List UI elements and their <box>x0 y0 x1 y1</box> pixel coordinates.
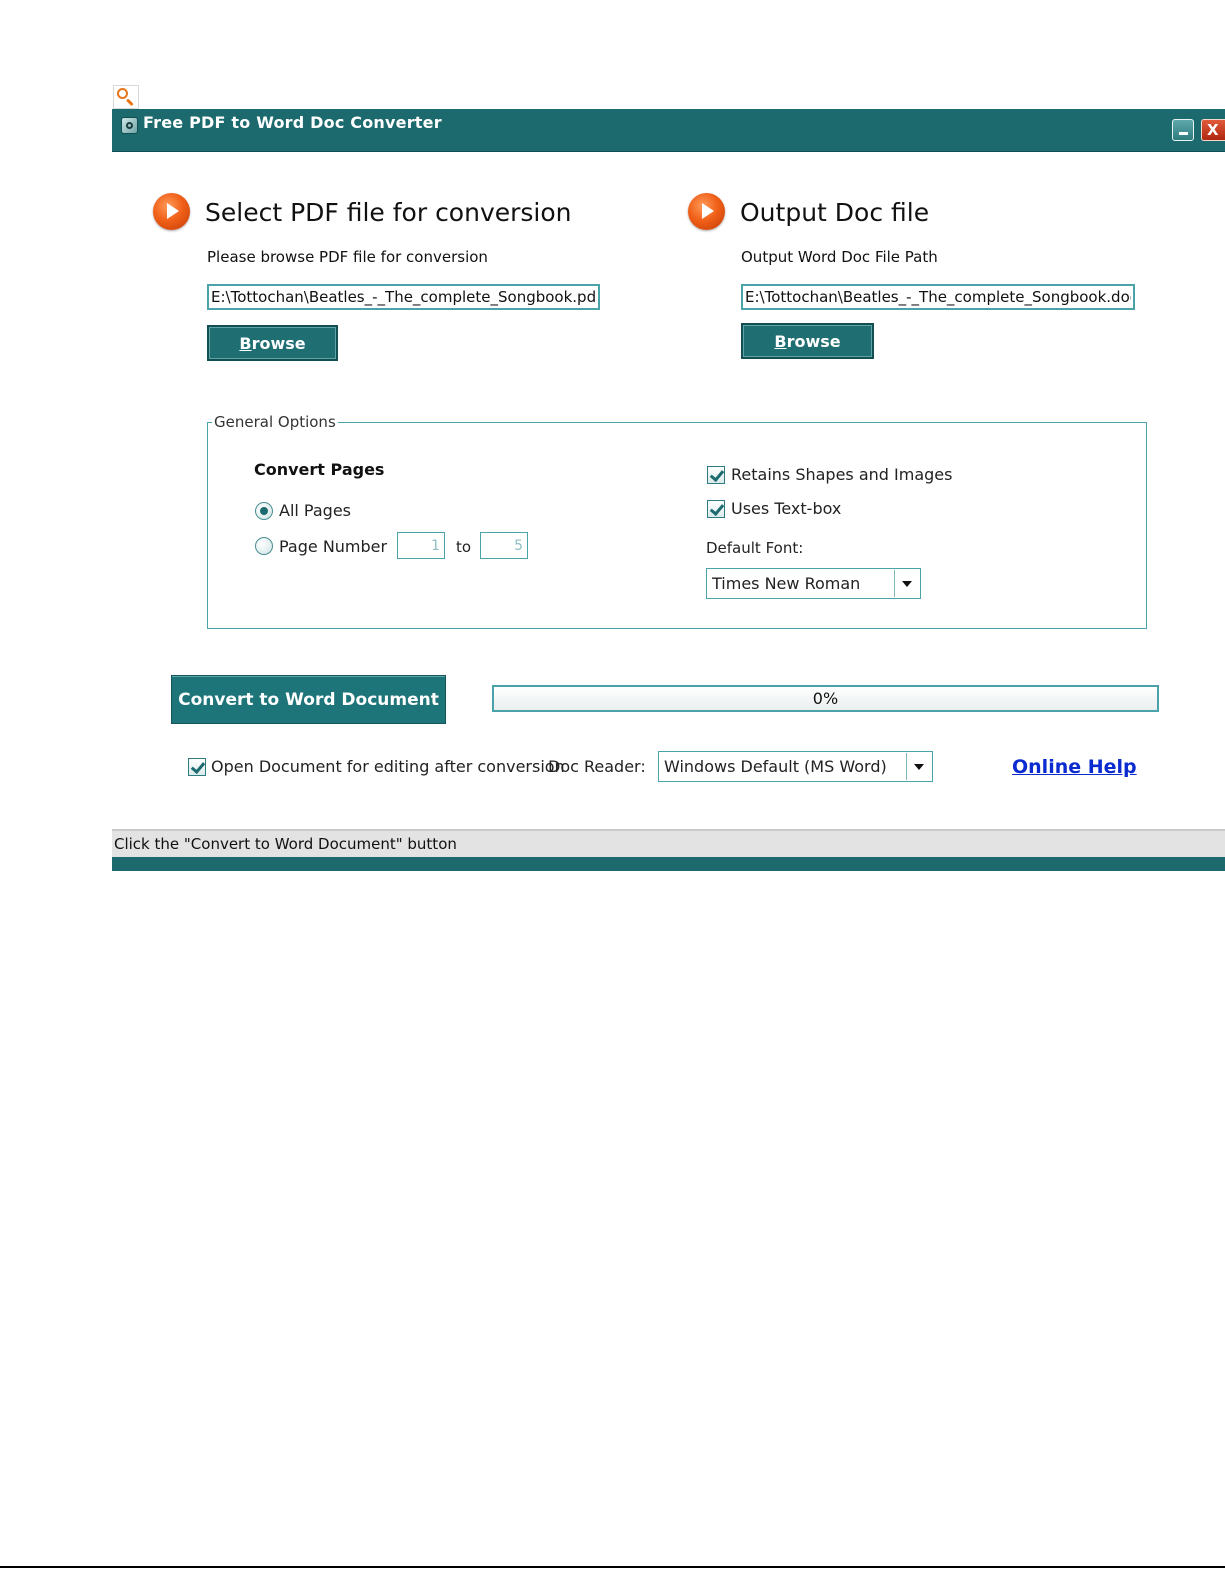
arrow-right-icon <box>688 193 725 230</box>
close-button[interactable]: X <box>1201 119 1225 141</box>
progress-text: 0% <box>812 689 839 708</box>
retain-shapes-checkbox[interactable] <box>707 466 725 484</box>
pdf-path-input[interactable] <box>207 284 600 310</box>
page-to-input[interactable] <box>480 532 528 559</box>
page-from-input[interactable] <box>397 532 445 559</box>
output-path-hint: Output Word Doc File Path <box>741 248 938 266</box>
default-font-value: Times New Roman <box>712 574 861 593</box>
page-number-radio[interactable] <box>255 537 273 555</box>
progress-bar <box>492 685 1159 712</box>
retain-shapes-label[interactable]: Retains Shapes and Images <box>731 465 953 484</box>
uses-textbox-checkbox[interactable] <box>707 500 725 518</box>
general-options-legend: General Options <box>214 413 336 431</box>
default-font-select[interactable] <box>706 568 921 599</box>
convert-pages-title: Convert Pages <box>254 460 385 479</box>
window-bottom-border <box>112 857 1225 871</box>
app-icon <box>121 117 138 134</box>
convert-to-word-button[interactable]: Convert to Word Document <box>171 675 446 724</box>
browse-doc-accel: B <box>774 331 787 351</box>
convert-button-wrap <box>171 675 446 724</box>
online-help-link[interactable]: Online Help <box>1012 756 1137 778</box>
open-after-label[interactable]: Open Document for editing after conversion <box>211 757 565 776</box>
page-number-label[interactable]: Page Number <box>279 537 388 556</box>
page-divider <box>0 1566 1225 1568</box>
input-path-hint: Please browse PDF file for conversion <box>207 248 488 266</box>
minimize-button[interactable] <box>1172 119 1194 141</box>
open-after-checkbox[interactable] <box>188 758 206 776</box>
doc-path-input[interactable] <box>741 284 1135 310</box>
zoom-icon[interactable] <box>113 85 139 109</box>
status-text: Click the "Convert to Word Document" button <box>114 835 457 853</box>
all-pages-radio[interactable] <box>255 502 273 520</box>
all-pages-label[interactable]: All Pages <box>279 501 351 520</box>
doc-reader-value: Windows Default (MS Word) <box>664 757 887 776</box>
browse-pdf-accel: B <box>239 333 252 353</box>
doc-reader-select[interactable] <box>658 751 933 782</box>
browse-doc-button[interactable] <box>741 323 874 359</box>
output-section-title: Output Doc file <box>740 198 930 227</box>
status-bar <box>112 829 1225 857</box>
browse-pdf-button[interactable] <box>207 325 338 361</box>
uses-textbox-label[interactable]: Uses Text-box <box>731 499 842 518</box>
default-font-label: Default Font: <box>706 539 804 557</box>
window-title: Free PDF to Word Doc Converter <box>143 113 442 132</box>
browse-pdf-label: rowse <box>251 333 306 353</box>
chevron-down-icon[interactable] <box>894 570 919 597</box>
chevron-down-icon[interactable] <box>906 753 931 780</box>
title-bar <box>112 109 1225 152</box>
browse-doc-label: rowse <box>786 331 841 351</box>
input-section-title: Select PDF file for conversion <box>205 198 572 227</box>
general-options-group <box>207 422 1147 629</box>
arrow-right-icon <box>153 193 190 230</box>
page-range-to-label: to <box>456 538 472 556</box>
doc-reader-label: Doc Reader: <box>548 757 646 776</box>
